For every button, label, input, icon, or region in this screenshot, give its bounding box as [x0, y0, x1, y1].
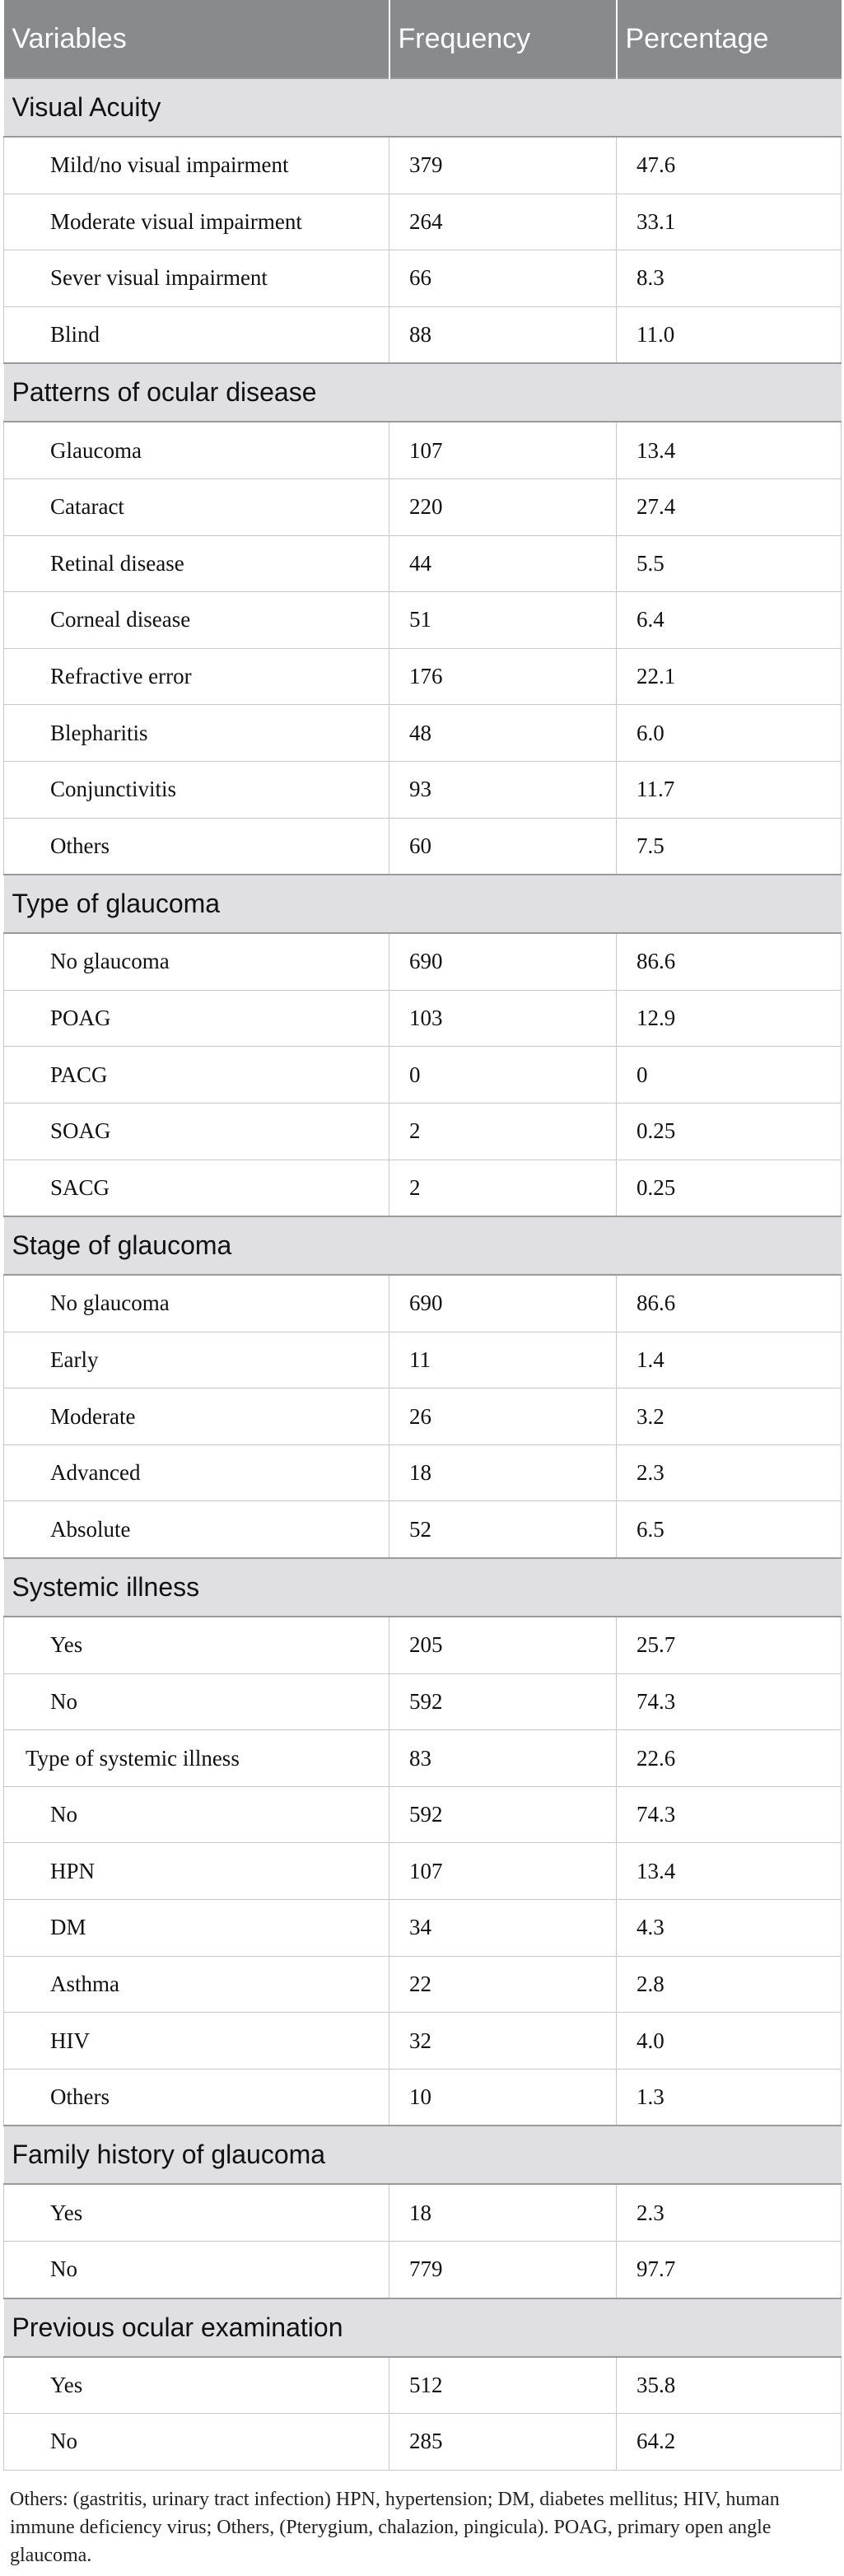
table-row — [4, 1843, 842, 1900]
row-label: Mild/no visual impairment — [4, 137, 389, 194]
section-title: Patterns of ocular disease — [4, 363, 842, 422]
row-percentage: 13.4 — [617, 1843, 842, 1900]
section-title: Type of glaucoma — [4, 875, 842, 933]
row-label: POAG — [4, 990, 389, 1047]
row-frequency: 10 — [389, 2069, 617, 2126]
section-title: Stage of glaucoma — [4, 1216, 842, 1275]
table-row — [4, 990, 842, 1047]
table-row — [4, 1444, 842, 1501]
row-percentage: 11.0 — [617, 306, 842, 363]
row-percentage: 0.25 — [617, 1160, 842, 1216]
row-label: Asthma — [4, 1956, 389, 2013]
row-label: SOAG — [4, 1103, 389, 1160]
row-frequency: 779 — [389, 2242, 617, 2298]
row-label: HPN — [4, 1843, 389, 1900]
table-row — [4, 1501, 842, 1558]
row-frequency: 690 — [389, 1275, 617, 1332]
row-frequency: 205 — [389, 1617, 617, 1673]
row-label: Conjunctivitis — [4, 761, 389, 818]
row-frequency: 11 — [389, 1332, 617, 1388]
table-row — [4, 1786, 842, 1843]
row-label: Refractive error — [4, 648, 389, 705]
row-percentage: 7.5 — [617, 818, 842, 875]
row-label: Others — [4, 2069, 389, 2126]
row-label: No — [4, 1673, 389, 1730]
row-frequency: 592 — [389, 1673, 617, 1730]
row-percentage: 97.7 — [617, 2242, 842, 2298]
row-percentage: 4.3 — [617, 1900, 842, 1957]
row-label: Corneal disease — [4, 592, 389, 649]
row-label: Type of systemic illness — [4, 1730, 389, 1787]
row-frequency: 18 — [389, 1444, 617, 1501]
row-percentage: 13.4 — [617, 422, 842, 478]
row-percentage: 6.4 — [617, 592, 842, 649]
table-row — [4, 250, 842, 307]
row-label: Blepharitis — [4, 705, 389, 762]
row-percentage: 5.5 — [617, 535, 842, 592]
row-frequency: 52 — [389, 1501, 617, 1558]
row-label: No — [4, 1786, 389, 1843]
row-percentage: 0.25 — [617, 1103, 842, 1160]
row-label: Others — [4, 818, 389, 875]
row-frequency: 60 — [389, 818, 617, 875]
row-percentage: 33.1 — [617, 194, 842, 250]
row-frequency: 107 — [389, 1843, 617, 1900]
row-percentage: 74.3 — [617, 1786, 842, 1843]
row-percentage: 3.2 — [617, 1388, 842, 1445]
row-frequency: 22 — [389, 1956, 617, 2013]
header-variables: Variables — [4, 0, 389, 78]
row-label: Early — [4, 1332, 389, 1388]
table-row — [4, 478, 842, 535]
table-row — [4, 1673, 842, 1730]
row-percentage: 22.6 — [617, 1730, 842, 1787]
table-row — [4, 1956, 842, 2013]
section-header-row — [4, 78, 842, 137]
row-frequency: 2 — [389, 1160, 617, 1216]
section-header-row — [4, 2298, 842, 2357]
row-frequency: 44 — [389, 535, 617, 592]
table-row — [4, 1900, 842, 1957]
row-frequency: 690 — [389, 933, 617, 990]
table-row — [4, 933, 842, 990]
section-header-row — [4, 1558, 842, 1617]
row-percentage: 25.7 — [617, 1617, 842, 1673]
row-frequency: 48 — [389, 705, 617, 762]
table-row — [4, 1730, 842, 1787]
row-percentage: 0 — [617, 1047, 842, 1104]
table-row — [4, 2013, 842, 2070]
row-percentage: 1.3 — [617, 2069, 842, 2126]
row-percentage: 86.6 — [617, 1275, 842, 1332]
row-label: No glaucoma — [4, 933, 389, 990]
table-row — [4, 592, 842, 649]
row-label: SACG — [4, 1160, 389, 1216]
row-percentage: 1.4 — [617, 1332, 842, 1388]
row-label: Yes — [4, 2357, 389, 2414]
row-label: Advanced — [4, 1444, 389, 1501]
table-row — [4, 2069, 842, 2126]
row-percentage: 8.3 — [617, 250, 842, 307]
row-percentage: 35.8 — [617, 2357, 842, 2414]
row-label: Moderate — [4, 1388, 389, 1445]
table-row — [4, 137, 842, 194]
row-frequency: 83 — [389, 1730, 617, 1787]
row-frequency: 18 — [389, 2184, 617, 2241]
row-frequency: 51 — [389, 592, 617, 649]
row-frequency: 264 — [389, 194, 617, 250]
table-row — [4, 422, 842, 478]
row-frequency: 379 — [389, 137, 617, 194]
row-frequency: 88 — [389, 306, 617, 363]
table-row — [4, 818, 842, 875]
row-frequency: 32 — [389, 2013, 617, 2070]
table-row — [4, 2414, 842, 2471]
row-percentage: 6.5 — [617, 1501, 842, 1558]
section-title: Visual Acuity — [4, 78, 842, 137]
table-row — [4, 1332, 842, 1388]
row-percentage: 47.6 — [617, 137, 842, 194]
section-header-row — [4, 875, 842, 933]
row-frequency: 2 — [389, 1103, 617, 1160]
table-row — [4, 1160, 842, 1216]
row-percentage: 2.8 — [617, 1956, 842, 2013]
row-label: DM — [4, 1900, 389, 1957]
header-percentage: Percentage — [617, 0, 842, 78]
table-row — [4, 1388, 842, 1445]
table-row — [4, 761, 842, 818]
table-row — [4, 535, 842, 592]
row-frequency: 0 — [389, 1047, 617, 1104]
row-label: Glaucoma — [4, 422, 389, 478]
row-label: HIV — [4, 2013, 389, 2070]
row-frequency: 220 — [389, 478, 617, 535]
data-table — [3, 0, 842, 2471]
row-label: PACG — [4, 1047, 389, 1104]
row-label: Yes — [4, 2184, 389, 2241]
table-row — [4, 2184, 842, 2241]
table-row — [4, 306, 842, 363]
row-frequency: 176 — [389, 648, 617, 705]
table-row — [4, 705, 842, 762]
row-frequency: 34 — [389, 1900, 617, 1957]
row-label: Sever visual impairment — [4, 250, 389, 307]
header-frequency: Frequency — [389, 0, 617, 78]
table-row — [4, 1047, 842, 1104]
table-row — [4, 1103, 842, 1160]
row-frequency: 285 — [389, 2414, 617, 2471]
row-label: Moderate visual impairment — [4, 194, 389, 250]
row-percentage: 2.3 — [617, 2184, 842, 2241]
table-row — [4, 648, 842, 705]
row-percentage: 6.0 — [617, 705, 842, 762]
table-row — [4, 194, 842, 250]
table-row — [4, 1275, 842, 1332]
row-percentage: 11.7 — [617, 761, 842, 818]
row-frequency: 93 — [389, 761, 617, 818]
table-header-row — [4, 0, 842, 78]
section-title: Systemic illness — [4, 1558, 842, 1617]
table-footnote: Others: (gastritis, urinary tract infection) HPN, hypertension; DM, diabetes mellitus; HIV, human immune deficiency virus; Others, (Pterygium, chalazion, pingicula). POAG, primary open angle glaucoma. — [10, 2488, 780, 2566]
row-label: Absolute — [4, 1501, 389, 1558]
row-label: Cataract — [4, 478, 389, 535]
row-frequency: 107 — [389, 422, 617, 478]
section-title: Previous ocular examination — [4, 2298, 842, 2357]
section-header-row — [4, 2126, 842, 2184]
section-header-row — [4, 363, 842, 422]
table-row — [4, 2357, 842, 2414]
section-title: Family history of glaucoma — [4, 2126, 842, 2184]
table-row — [4, 2242, 842, 2298]
row-percentage: 64.2 — [617, 2414, 842, 2471]
row-label: No glaucoma — [4, 1275, 389, 1332]
row-frequency: 103 — [389, 990, 617, 1047]
row-label: Retinal disease — [4, 535, 389, 592]
row-percentage: 27.4 — [617, 478, 842, 535]
row-label: Blind — [4, 306, 389, 363]
row-frequency: 512 — [389, 2357, 617, 2414]
row-frequency: 26 — [389, 1388, 617, 1445]
table-row — [4, 1617, 842, 1673]
row-percentage: 2.3 — [617, 1444, 842, 1501]
row-percentage: 86.6 — [617, 933, 842, 990]
row-label: Yes — [4, 1617, 389, 1673]
section-header-row — [4, 1216, 842, 1275]
row-label: No — [4, 2242, 389, 2298]
row-percentage: 22.1 — [617, 648, 842, 705]
row-percentage: 4.0 — [617, 2013, 842, 2070]
row-frequency: 66 — [389, 250, 617, 307]
row-percentage: 12.9 — [617, 990, 842, 1047]
row-frequency: 592 — [389, 1786, 617, 1843]
row-label: No — [4, 2414, 389, 2471]
row-percentage: 74.3 — [617, 1673, 842, 1730]
table-body — [4, 78, 842, 2470]
